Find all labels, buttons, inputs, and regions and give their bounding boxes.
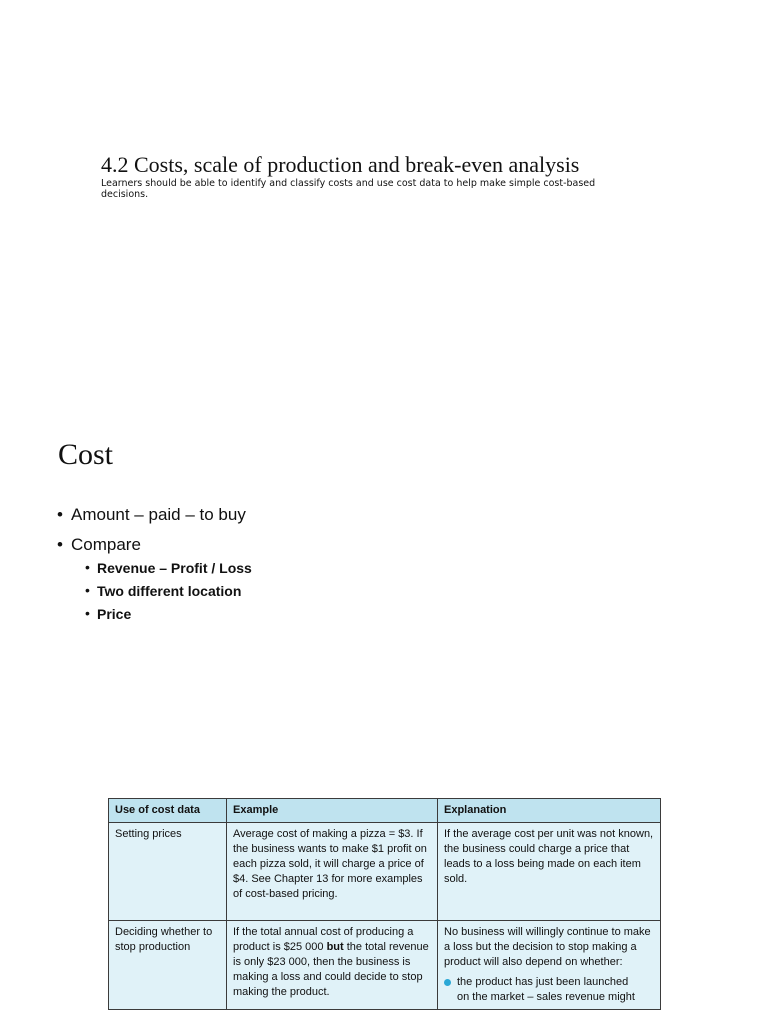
table-header-row (109, 799, 661, 823)
slide1-subtitle: Learners should be able to identify and classify costs and use cost data to help make simple cost-based decisions. (101, 178, 596, 200)
cell-explanation-text: No business will willingly continue to make a loss but the decision to stop making a product will also depend on whether: (444, 926, 651, 968)
slide1-title: 4.2 Costs, scale of production and break-even analysis (101, 152, 580, 177)
table-row (109, 921, 661, 1010)
cell-example-emphasis: but (326, 941, 344, 953)
sub-bullet-list (71, 559, 252, 623)
cell-use: Setting prices (109, 823, 227, 921)
cell-example-text: If the total annual cost of producing a product is $25 000 (233, 926, 414, 953)
sub-bullet-item: • Revenue – Profit / Loss (85, 559, 252, 577)
cost-data-table (108, 798, 661, 1010)
bullet-item-label: Compare (71, 535, 141, 554)
cell-explanation: If the average cost per unit was not known, the business could charge a price that leads to a loss being made on each item sold. (438, 823, 661, 921)
sub-bullet-item: • Two different location (85, 582, 252, 600)
bullet-item: • Amount – paid – to buy (57, 504, 252, 526)
explanation-bullet (444, 975, 654, 990)
cell-explanation (438, 921, 661, 1010)
header-explanation: Explanation (438, 799, 661, 823)
header-use-of-cost-data: Use of cost data (109, 799, 227, 823)
explanation-bullet-text: on the market – sales revenue might (457, 991, 635, 1003)
bullet-dot-icon (444, 979, 451, 986)
cell-example: Average cost of making a pizza = $3. If the business wants to make $1 profit on each pizza sold, it will charge a price of $4. See Chapter 13 for more examples of cost-based pricing. (227, 823, 438, 921)
bullet-list (57, 504, 252, 631)
table-row (109, 823, 661, 921)
explanation-bullet-text: the product has just been launched (457, 976, 629, 988)
bullet-item-compare (57, 534, 252, 623)
cell-example-text: the total revenue is only $23 000, then the business is making a loss and could decide to stop making the product. (233, 941, 429, 998)
sub-bullet-item: • Price (85, 605, 252, 623)
cell-example (227, 921, 438, 1010)
slide2-title: Cost (58, 438, 114, 471)
header-example: Example (227, 799, 438, 823)
cell-use: Deciding whether to stop production (109, 921, 227, 1010)
